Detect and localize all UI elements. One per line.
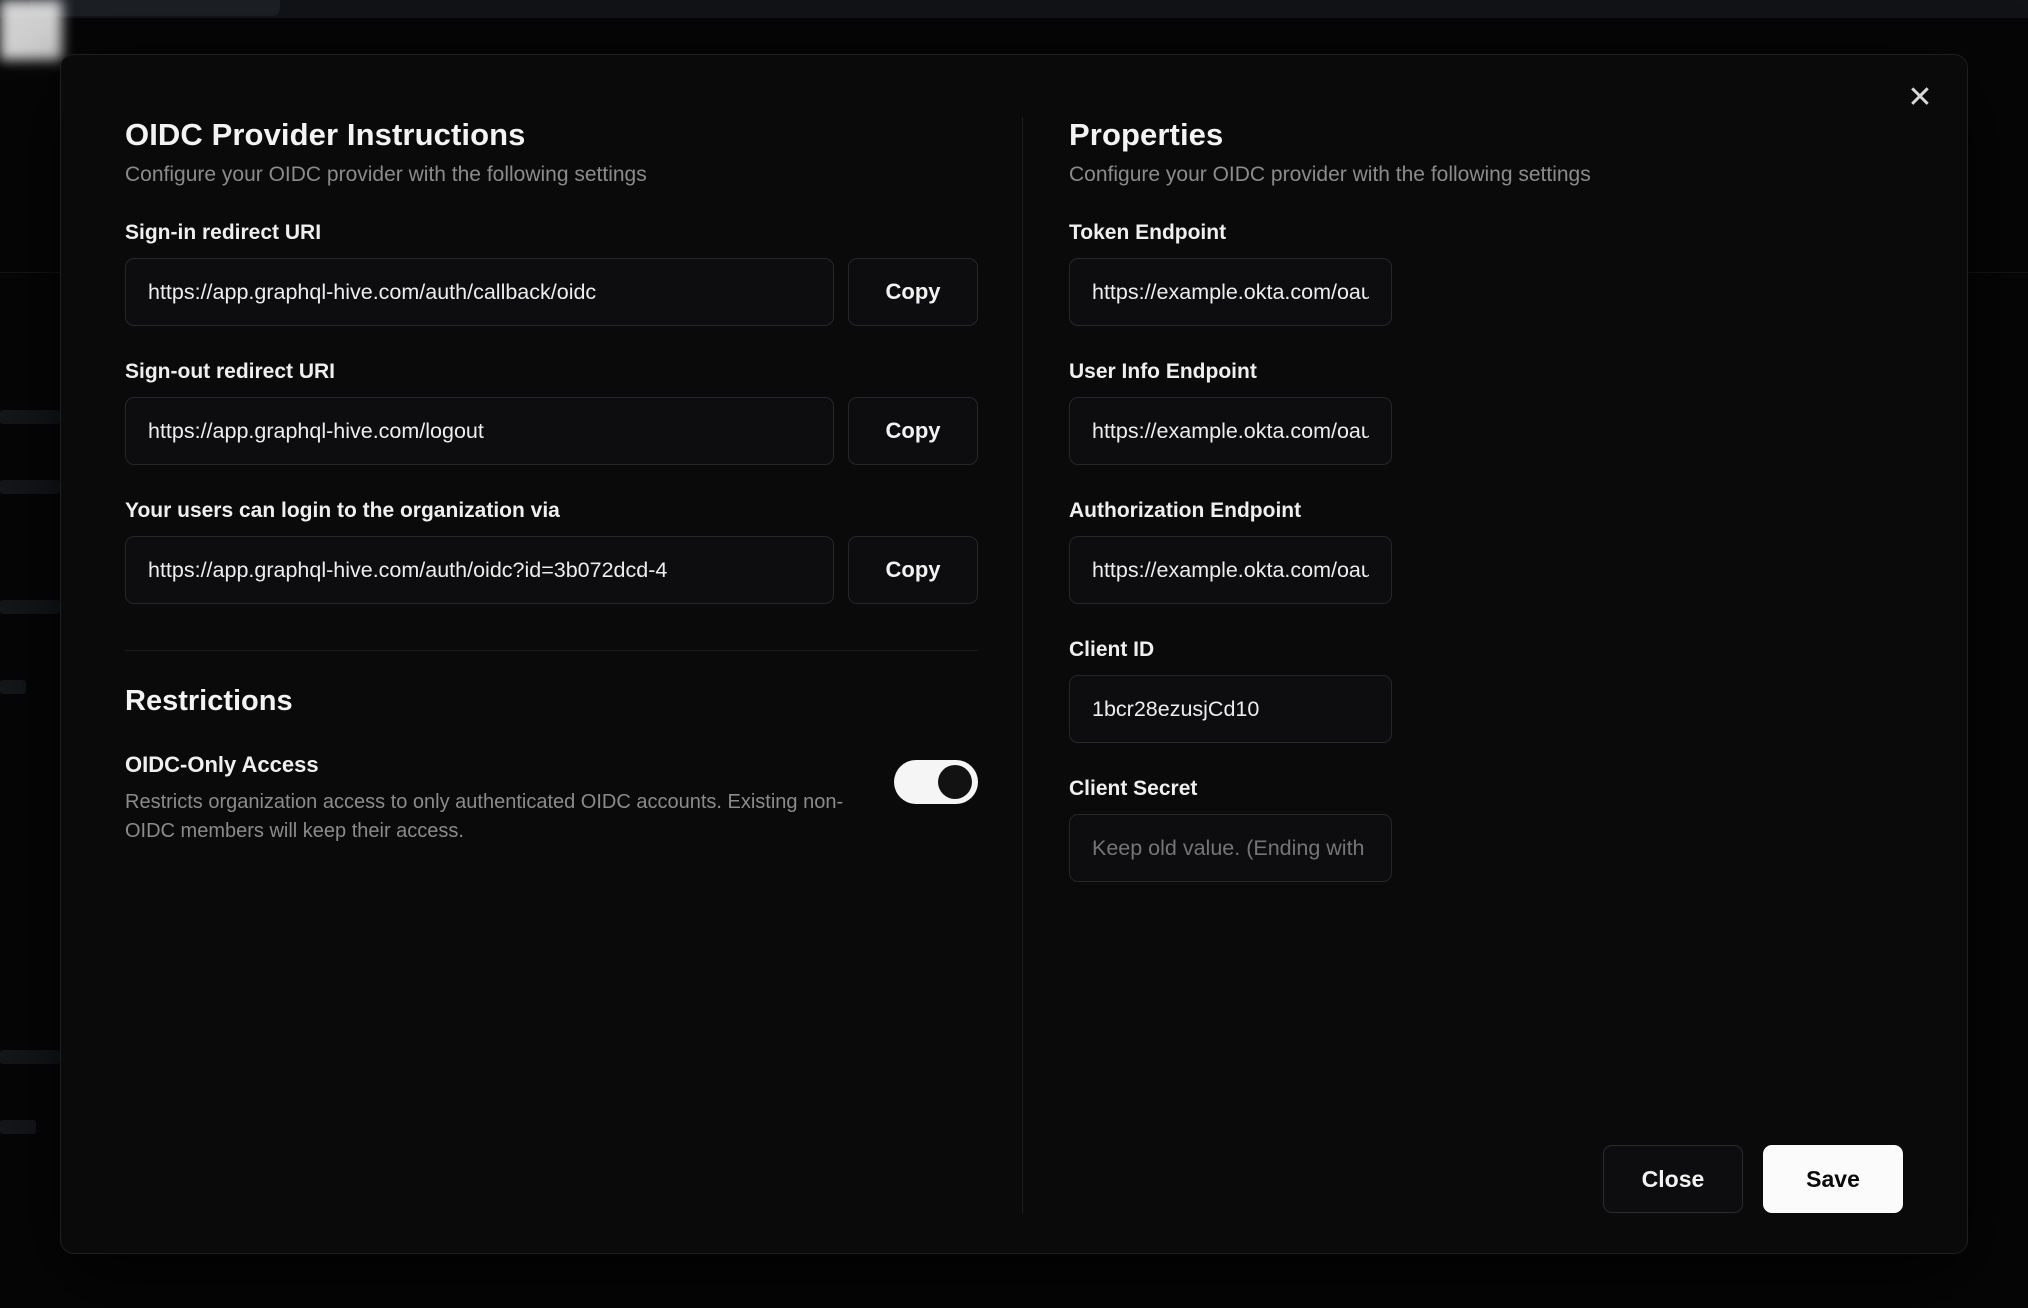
instructions-column	[125, 117, 1023, 1213]
signout-redirect-uri-input[interactable]: https://app.graphql-hive.com/logout	[125, 397, 834, 465]
organization-login-url-input[interactable]: https://app.graphql-hive.com/auth/oidc?id=3b072dcd-4	[125, 536, 834, 604]
field-label: Your users can login to the organization via	[125, 499, 560, 522]
authorization-endpoint-input[interactable]	[1069, 536, 1392, 604]
user-info-endpoint-input[interactable]	[1069, 397, 1392, 465]
field-row	[125, 397, 978, 465]
background-sidebar-item	[0, 480, 60, 494]
token-endpoint-input[interactable]	[1069, 258, 1392, 326]
client-id-input[interactable]	[1069, 675, 1392, 743]
toggle-knob	[938, 765, 972, 799]
field-label: Sign-in redirect URI	[125, 221, 322, 244]
section-divider	[125, 650, 978, 651]
oidc-only-access-toggle[interactable]	[894, 760, 978, 804]
background-highlight-block	[0, 0, 62, 60]
field-token-endpoint	[1069, 221, 1903, 326]
restrictions-title: Restrictions	[125, 685, 293, 717]
field-row	[125, 258, 978, 326]
field-client-id	[1069, 638, 1903, 743]
field-login-url	[125, 499, 978, 604]
field-label: Client ID	[1069, 638, 1155, 661]
field-signout-redirect-uri	[125, 360, 978, 465]
background-sidebar-item	[0, 1050, 60, 1064]
field-userinfo-endpoint	[1069, 360, 1903, 465]
signin-redirect-uri-input[interactable]: https://app.graphql-hive.com/auth/callback/oidc	[125, 258, 834, 326]
field-label: Authorization Endpoint	[1069, 499, 1302, 522]
client-secret-input[interactable]	[1069, 814, 1392, 882]
save-button[interactable]: Save	[1763, 1145, 1903, 1213]
browser-toolbar-strip	[0, 0, 2028, 18]
copy-signin-redirect-uri-button[interactable]: Copy	[848, 258, 978, 326]
browser-tab-strip	[30, 0, 280, 16]
spacer	[1069, 882, 1903, 1109]
close-icon[interactable]: ✕	[1899, 77, 1941, 119]
background-sidebar-item	[0, 410, 60, 424]
copy-signout-redirect-uri-button[interactable]: Copy	[848, 397, 978, 465]
modal-body	[61, 55, 1967, 1253]
oidc-provider-modal	[60, 54, 1968, 1254]
copy-organization-login-url-button[interactable]: Copy	[848, 536, 978, 604]
field-authorization-endpoint	[1069, 499, 1903, 604]
field-label: Client Secret	[1069, 777, 1198, 800]
oidc-only-access-row	[125, 752, 978, 846]
oidc-only-access-label: OIDC-Only Access	[125, 752, 319, 777]
field-row	[125, 536, 978, 604]
background-sidebar-item	[0, 680, 26, 694]
properties-title: Properties	[1069, 117, 1224, 152]
field-label: User Info Endpoint	[1069, 360, 1257, 383]
background-sidebar-item	[0, 600, 60, 614]
background-sidebar-item	[0, 1120, 36, 1134]
close-button[interactable]: Close	[1603, 1145, 1743, 1213]
page-subtitle: Configure your OIDC provider with the following settings	[125, 163, 647, 186]
page-title: OIDC Provider Instructions	[125, 117, 526, 152]
field-signin-redirect-uri	[125, 221, 978, 326]
field-label: Sign-out redirect URI	[125, 360, 336, 383]
field-client-secret	[1069, 777, 1903, 882]
properties-subtitle: Configure your OIDC provider with the following settings	[1069, 163, 1591, 186]
oidc-only-access-text	[125, 752, 845, 846]
field-label: Token Endpoint	[1069, 221, 1227, 244]
oidc-only-access-description: Restricts organization access to only authenticated OIDC accounts. Existing non-OIDC members will keep their access.	[125, 791, 844, 842]
properties-column	[1023, 117, 1903, 1213]
modal-actions	[1069, 1109, 1903, 1213]
